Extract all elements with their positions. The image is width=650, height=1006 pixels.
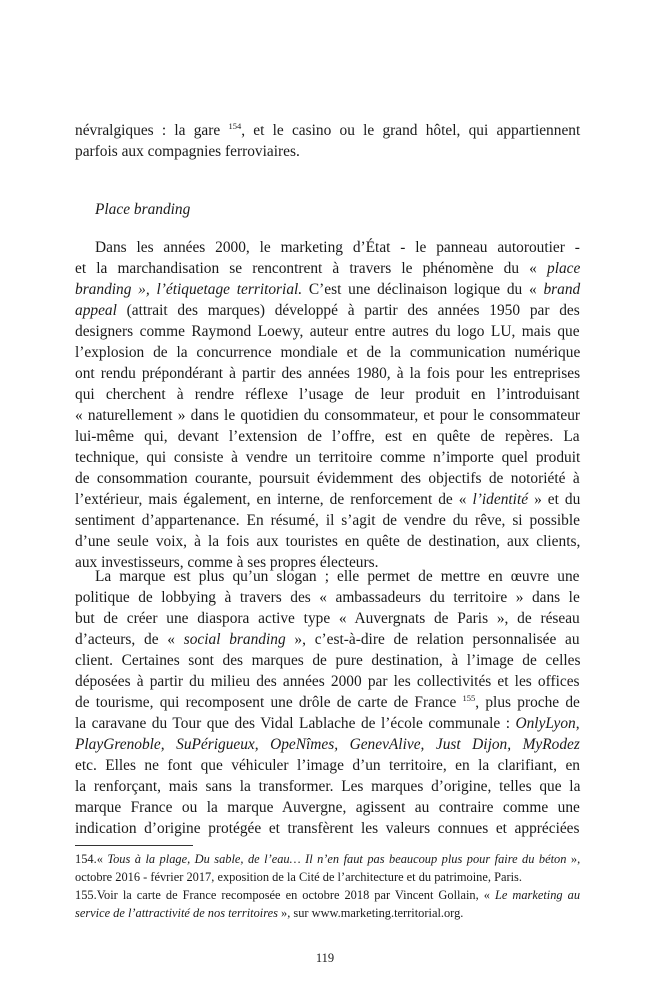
paragraph-1 (75, 237, 580, 573)
footnote-154: 154.« Tous à la plage, Du sable, de l’eau… Il n’en faut pas beaucoup plus pour faire du béton », (75, 852, 581, 866)
text-line: appeal (attrait des marques) développé à partir des années 1950 par des (75, 302, 580, 319)
text-line: l’extérieur, mais également, en interne, de renforcement de « l’identité » et du (75, 491, 581, 508)
text-segment: névralgiques : la gare $^{154}$, et le casino ou le grand hôtel, qui appartiennent (75, 121, 581, 139)
text-line: et la marchandisation se rencontrent à travers le phénomène du « place (75, 260, 581, 277)
paragraph-2 (75, 566, 580, 839)
text-line: branding », l’étiquetage territorial. C’est une déclinaison logique du « brand (75, 281, 581, 298)
footnote-155: 155.Voir la carte de France recomposée en octobre 2018 par Vincent Gollain, « Le marketing au (75, 888, 581, 902)
text-line: technique, qui consiste à vendre un territoire comme n’importe quel produit (75, 449, 581, 466)
text-line: lui-même qui, devant l’extension de l’offre, est en quête de repères. La (75, 428, 580, 445)
text-line: ont rendu prépondérant à partir des années 1980, à la fois pour les entreprises (75, 365, 581, 382)
section-heading: Place branding (95, 201, 191, 218)
text-line: qui cherchent à rendre réflexe l’usage de leur produit en l’introduisant (75, 386, 580, 403)
text-line: d’une seule voix, à la fois aux touristes en quête de destination, aux clients, (75, 533, 581, 550)
footnote-155-cont: service de l’attractivité de nos territoires », sur www.marketing.territorial.org. (75, 906, 464, 920)
text-line: but de créer une diaspora active type « Auvergnats de Paris », de réseau (75, 610, 580, 627)
text-line: parfois aux compagnies ferroviaires. (75, 143, 300, 160)
text-line: de consommation courante, poursuit évidemment des objectifs de notoriété à (75, 470, 580, 487)
text-line: indication d’origine protégée et transfèrent les valeurs connues et appréciées (75, 820, 580, 837)
text-line: d’acteurs, de « social branding », c’est-à-dire de relation personnalisée au (75, 631, 580, 648)
text-line: l’explosion de la concurrence mondiale et de la communication numérique (75, 344, 581, 361)
text-line: La marque est plus qu’un slogan ; elle permet de mettre en œuvre une (95, 568, 580, 585)
text-line: déposées à partir du milieu des années 2000 par les collectivités et les offices (75, 673, 580, 690)
footnote-ref-155[interactable]: 155 (462, 693, 476, 703)
text-line: « naturellement » dans le quotidien du consommateur, et pour le consommateur (75, 407, 581, 424)
footnote-ref-154[interactable]: 154 (228, 121, 242, 131)
text-line: Dans les années 2000, le marketing d’État - le panneau autoroutier - (95, 239, 580, 256)
text-line: etc. Elles ne font que véhiculer l’image d’un territoire, en la clarifiant, en (75, 757, 580, 774)
text-line: la renforçant, mais sans la transformer. Les marques d’origine, telles que la (75, 778, 581, 795)
text-line: marque France ou la marque Auvergne, agissent au contraire comme une (75, 799, 580, 816)
text-line: la caravane du Tour que des Vidal Lablache de l’école communale : OnlyLyon, (75, 715, 580, 732)
text-line: client. Certaines sont des marques de pure destination, à l’image de celles (75, 652, 581, 669)
page-number: 119 (315, 951, 335, 965)
text-line: PlayGrenoble, SuPérigueux, OpeNîmes, GenevAlive, Just Dijon, MyRodez (75, 736, 580, 753)
text-line: politique de lobbying à travers des « ambassadeurs du territoire » dans le (75, 589, 580, 606)
text-line: designers comme Raymond Loewy, auteur entre autres du logo LU, mais que (75, 323, 580, 340)
footnotes (75, 850, 580, 922)
text-line: de tourisme, qui recomposent une drôle de carte de France $^{155}$, plus proche de (75, 693, 580, 711)
opening-paragraph (75, 120, 580, 162)
text-line (75, 120, 580, 141)
text-line: sentiment d’appartenance. En résumé, il s’agit de vendre du rêve, si possible (75, 512, 580, 529)
footnote-154-cont: octobre 2016 - février 2017, exposition de la Cité de l’architecture et du patrimoine, Paris. (75, 870, 522, 884)
footnote-divider (75, 845, 193, 846)
text-line: aux investisseurs, comme à ses propres électeurs. (75, 554, 379, 571)
